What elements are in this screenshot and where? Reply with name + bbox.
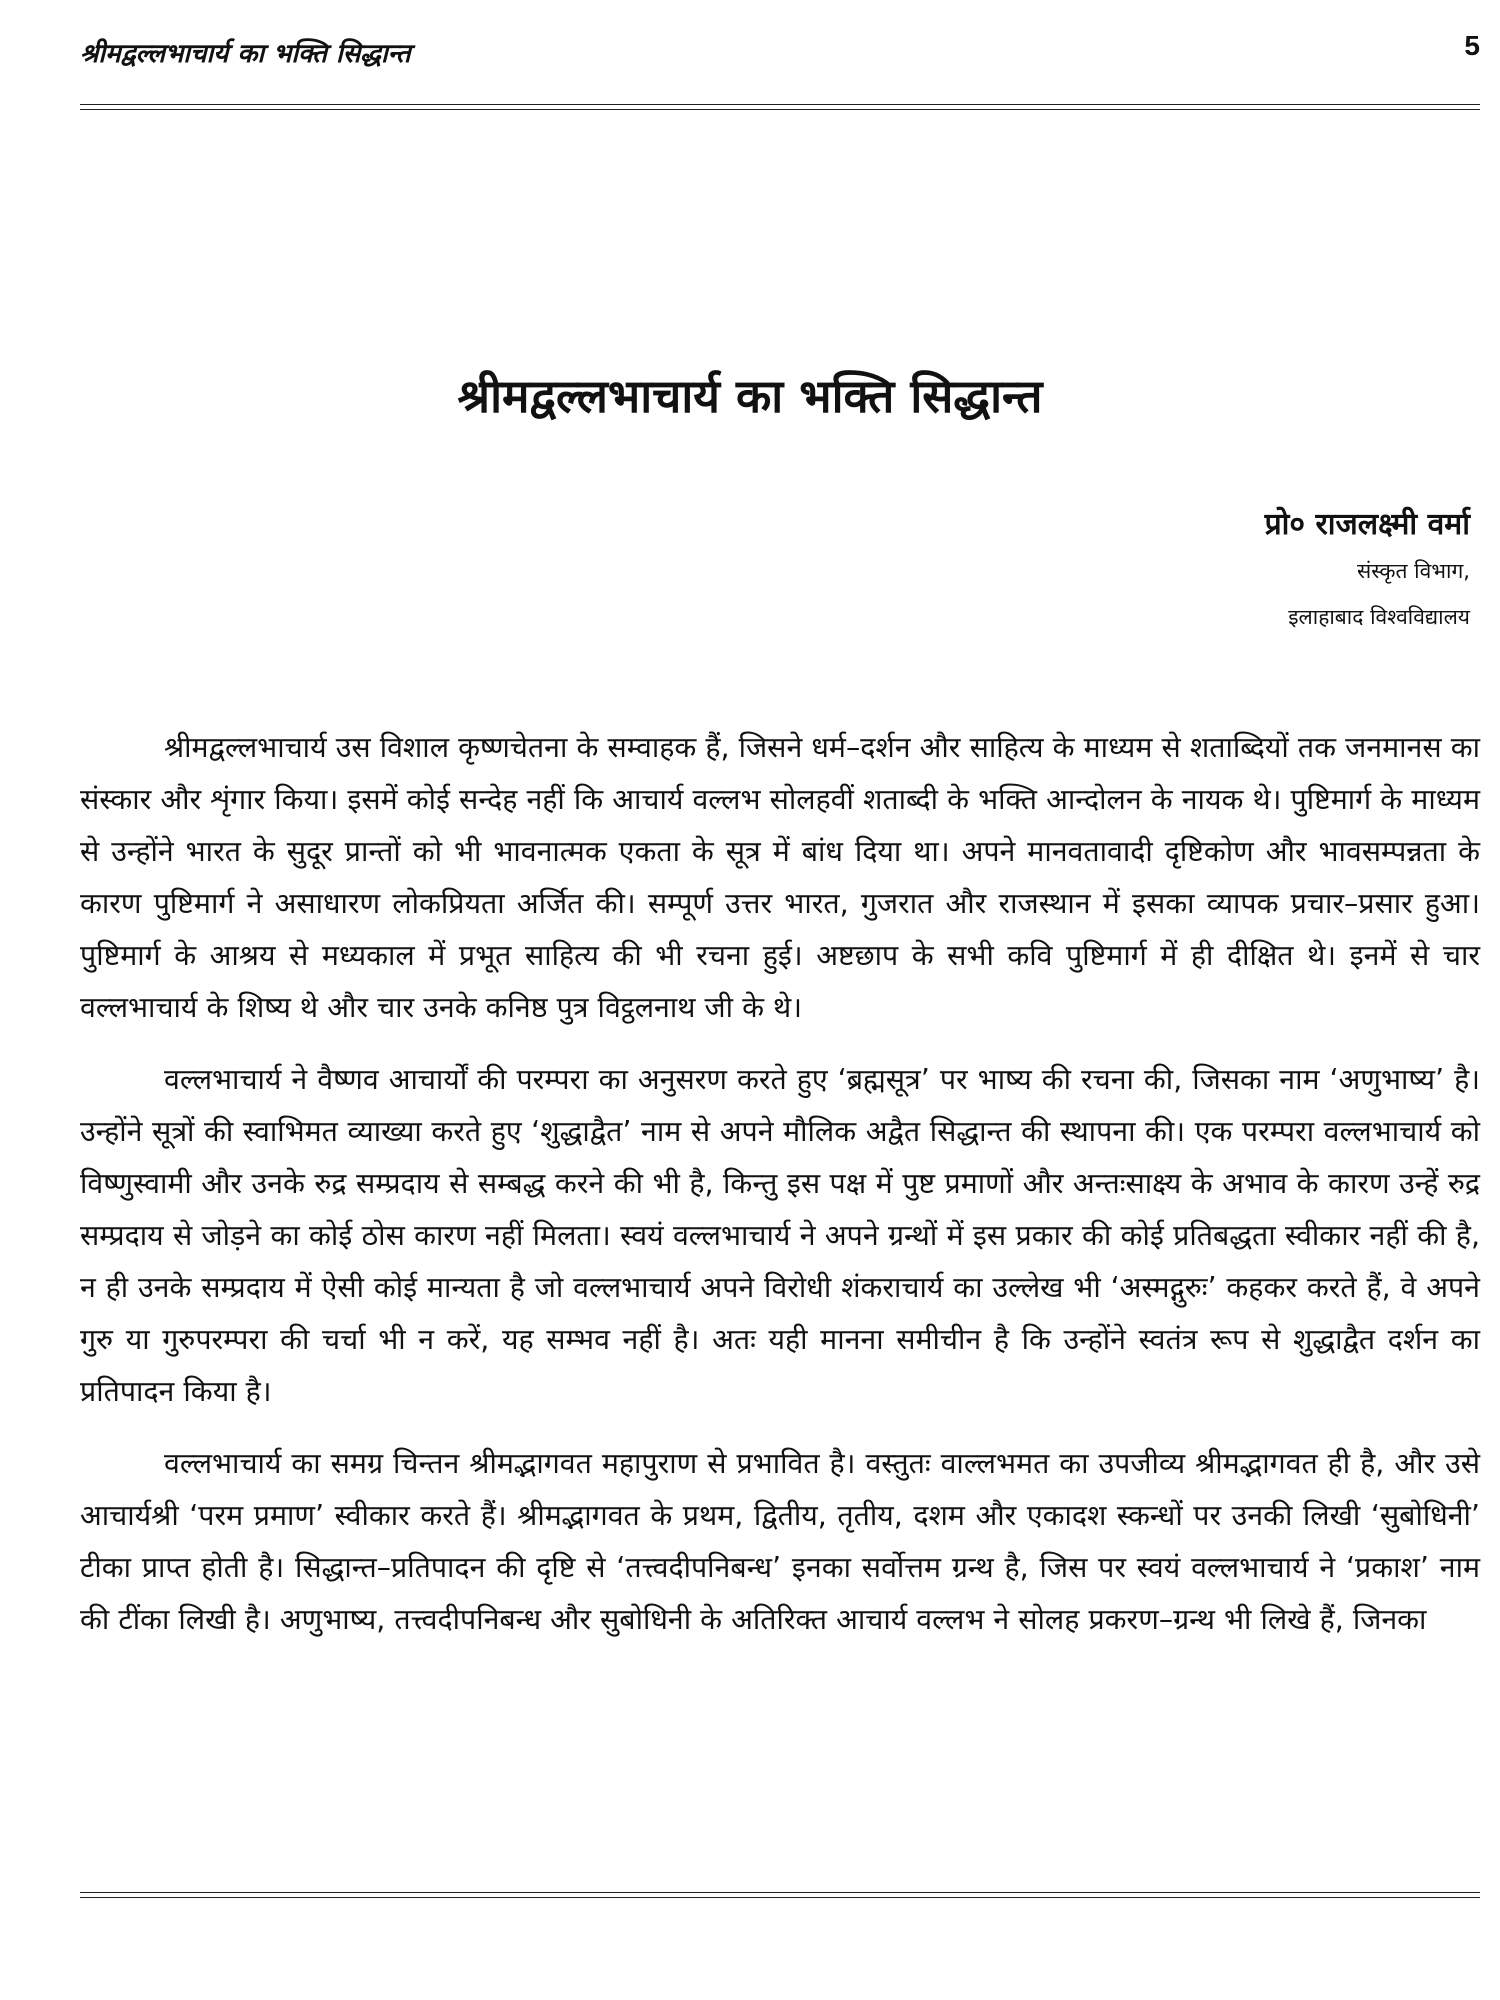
paragraph-3: वल्लभाचार्य का समग्र चिन्तन श्रीमद्भागवत महापुराण से प्रभावित है। वस्तुतः वाल्लभमत का उपजीव्य श्रीमद्भागवत ही है, और उसे आचार्यश्री ‘परम प्रमाण’ स्वीकार करते हैं। श्रीमद्भागवत के प्रथम, द्वितीय, तृतीय, दशम और एकादश स्कन्धों पर उनकी लिखी ‘सुबोधिनी’ टीका प्राप्त होती है। सिद्धान्त–प्रतिपादन की दृष्टि से ‘तत्त्वदीपनिबन्ध’ इनका सर्वोत्तम ग्रन्थ है, जिस पर स्वयं वल्लभाचार्य ने ‘प्रकाश’ नाम की टींका लिखी है। अणुभाष्य, तत्त्वदीपनिबन्ध और सुबोधिनी के अतिरिक्त आचार्य वल्लभ ने सोलह प्रकरण–ग्रन्थ भी लिखे हैं, जिनका [80,1447,1480,1636]
running-title: श्रीमद्वल्लभाचार्य का भक्ति सिद्धान्त [80,39,411,69]
byline [1265,502,1470,640]
author-department: संस्कृत विभाग, [1357,559,1470,583]
paragraph-2: वल्लभाचार्य ने वैष्णव आचार्यों की परम्परा का अनुसरण करते हुए ‘ब्रह्मसूत्र’ पर भाष्य की रचना की, जिसका नाम ‘अणुभाष्य’ है। उन्होंने सूत्रों की स्वाभिमत व्याख्या करते हुए ‘शुद्धाद्वैत’ नाम से अपने मौलिक अद्वैत सिद्धान्त की स्थापना की। एक परम्परा वल्लभाचार्य को विष्णुस्वामी और उनके रुद्र सम्प्रदाय से सम्बद्ध करने की भी है, किन्तु इस पक्ष में पुष्ट प्रमाणों और अन्तःसाक्ष्य के अभाव के कारण उन्हें रुद्र सम्प्रदाय से जोड़ने का कोई ठोस कारण नहीं मिलता। स्वयं वल्लभाचार्य ने अपने ग्रन्थों में इस प्रकार की कोई प्रतिबद्धता स्वीकार नहीं की है, न ही उनके सम्प्रदाय में ऐसी कोई मान्यता है जो वल्लभाचार्य अपने विरोधी शंकराचार्य का उल्लेख भी ‘अस्मद्गुरुः’ कहकर करते हैं, वे अपने गुरु या गुरुपरम्परा की चर्चा भी न करें, यह सम्भव नहीं है। अतः यही मानना समीचीन है कि उन्होंने स्वतंत्र रूप से शुद्धाद्वैत दर्शन का प्रतिपादन किया है। [80,1063,1480,1408]
article-title: श्रीमद्वल्लभाचार्य का भक्ति सिद्धान्त [457,369,1043,423]
page-number: 5 [1464,30,1480,61]
footer-rule [80,1892,1480,1898]
running-head [80,30,1480,78]
paragraph-1: श्रीमद्वल्लभाचार्य उस विशाल कृष्णचेतना के सम्वाहक हैं, जिसने धर्म–दर्शन और साहित्य के माध्यम से शताब्दियों तक जनमानस का संस्कार और शृंगार किया। इसमें कोई सन्देह नहीं कि आचार्य वल्लभ सोलहवीं शताब्दी के भक्ति आन्दोलन के नायक थे। पुष्टिमार्ग के माध्यम से उन्होंने भारत के सुदूर प्रान्तों को भी भावनात्मक एकता के सूत्र में बांध दिया था। अपने मानवतावादी दृष्टिकोण और भावसम्पन्नता के कारण पुष्टिमार्ग ने असाधारण लोकप्रियता अर्जित की। सम्पूर्ण उत्तर भारत, गुजरात और राजस्थान में इसका व्यापक प्रचार–प्रसार हुआ। पुष्टिमार्ग के आश्रय से मध्यकाल में प्रभूत साहित्य की भी रचना हुई। अष्टछाप के सभी कवि पुष्टिमार्ग में ही दीक्षित थे। इनमें से चार वल्लभाचार्य के शिष्य थे और चार उनके कनिष्ठ पुत्र विट्ठलनाथ जी के थे। [80,731,1480,1024]
article-body [80,722,1480,1646]
header-rule [80,104,1480,110]
author-name: प्रो० राजलक्ष्मी वर्मा [1264,507,1470,542]
author-university: इलाहाबाद विश्वविद्यालय [1288,605,1470,629]
